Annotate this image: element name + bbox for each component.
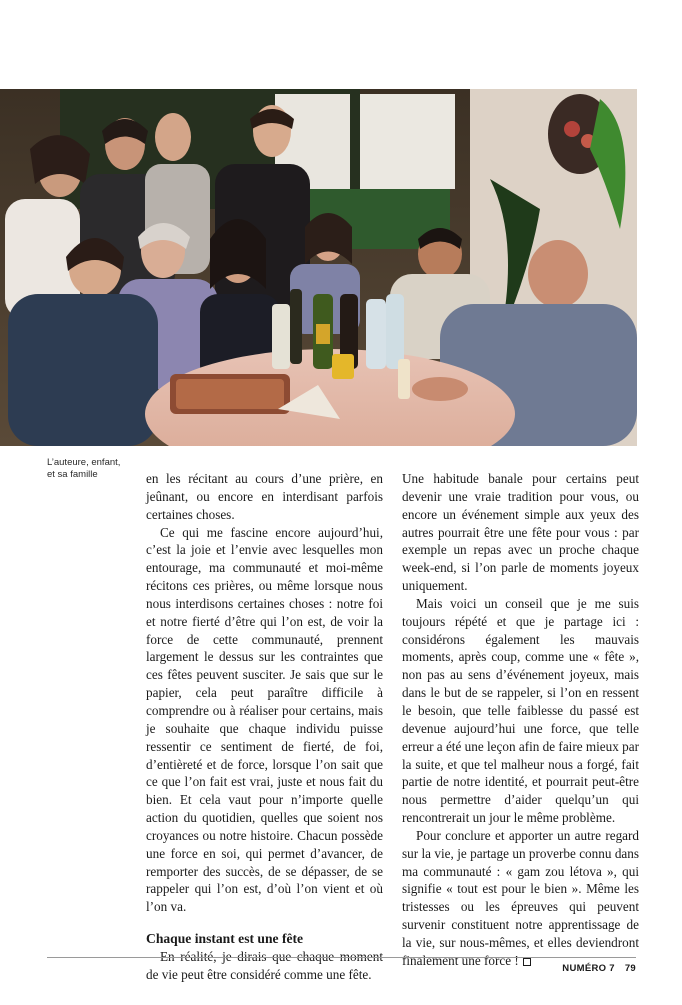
paragraph: en les récitant au cours d’une prière, en jeûnant, ou encore en interdisant parfois certaines choses. (146, 471, 383, 522)
paragraph-final-text: Pour conclure et apporter un autre regard sur la vie, je partage un proverbe connu dans ma communauté : « gam zou létova », qui signifie « tout est pour le bien ». Même les tristesses ou les épreuves qui peuvent survenir constituent notre apprentissage de la vie, sur nous-mêmes, et elles deviendront finalement une force ! (402, 827, 639, 968)
text-column-left (146, 470, 383, 984)
caption-line-1: L’auteure, enfant, (47, 457, 121, 468)
section-heading: Chaque instant est une fête (146, 931, 304, 947)
issue-label: NUMÉRO 7 (562, 963, 615, 974)
paragraph: Mais voici un conseil que je me suis toujours répété et que je partage ici : considérons également les mauvais moments, après coup, comme une « fête », non pas au sens d’événement joyeux, mais dans le but de se rappeler, si l’on en ressent le besoin, que telle faiblesse du passé est devenue aujourd’hui une force, que telle erreur a été une leçon afin de faire mieux par la suite, et que tel malheur nous a forgé, fait partie de notre identité, et pourrait peut-être nous permettre d’aider quelqu’un qui rencontrerait un jour le même problème. (402, 595, 639, 826)
end-of-article-icon (523, 958, 531, 966)
caption-line-2: et sa famille (47, 469, 98, 480)
paragraph-final (402, 827, 639, 970)
paragraph: Ce qui me fascine encore aujourd’hui, c’est la joie et l’envie avec lesquelles mon entourage, ma communauté et moi-même récitons ces prières, ou même lorsque nous nous interdisons certaines choses : notre foi et notre fierté d’être qui l’on est, de voir la force de cette communauté, prennent largement le dessus sur les contraintes que ces fêtes peuvent susciter. Je sais que sur le papier, cela peut paraître difficile à comprendre ou à réaliser pour certains, mais je souhaite que chaque individu puisse ressentir ce sentiment de fierté, de foi, d’entièreté et de force, lorsque l’on sait que ce que l’on fait est vrai, juste et nous fait du bien. Et cela vaut pour n’importe quelle action du quotidien, quelles que soient nos croyances ou notre histoire. Chacun possède une force en soi, qui permet d’avancer, de remporter des succès, de se dépasser, de se rappeler qui l’on est, d’où l’on vient et où l’on va. (146, 524, 383, 915)
page-number: 79 (624, 963, 636, 974)
family-photo (0, 89, 637, 446)
paragraph: Une habitude banale pour certains peut devenir une vraie tradition pour vous, ou encore un événement simple aux yeux des autres pourrait être une fête pour vous : par exemple un repas avec un proche chaque week-end, si l’on parle de moments joyeux uniquement. (402, 471, 639, 594)
paragraph: En réalité, je dirais que chaque moment de vie peut être considéré comme une fête. (146, 948, 383, 982)
family-photo-illustration (0, 89, 637, 446)
text-column-right (402, 470, 639, 970)
page-footer (562, 963, 636, 974)
photo-caption (47, 457, 139, 481)
footer-divider (47, 957, 636, 958)
